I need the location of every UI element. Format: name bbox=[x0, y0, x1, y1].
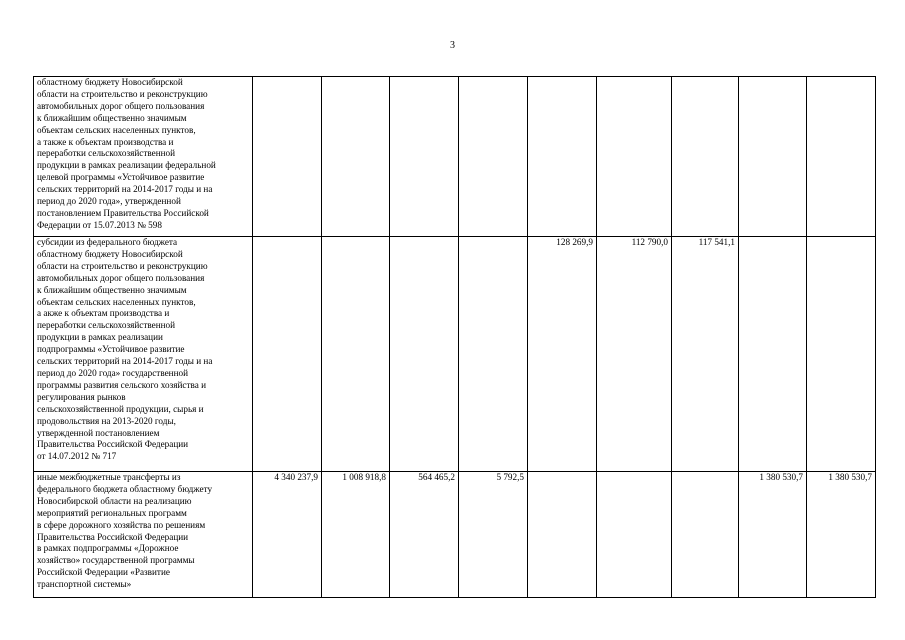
value-cell bbox=[459, 77, 528, 237]
value-cell: 564 465,2 bbox=[390, 472, 459, 598]
row-description: субсидии из федерального бюджета областному бюджету Новосибирской области на строительство и реконструкцию автомобильных дорог общего пользования к ближайшим общественно значимым объектам сельских населенных пунктов, а акже к объектам производства и переработки сельскохозяйственной продукции в рамках реализации подпрограммы «Устойчивое развитие сельских территорий на 2014-2017 годы и на период до 2020 года» государственной программы развития сельского хозяйства и регулирования рынков сельскохозяйственной продукции, сырья и продовольствия на 2013-2020 годы, утвержденной постановлением Правительства Российской Федерации от 14.07.2012 № 717 bbox=[34, 237, 253, 472]
row-description: областному бюджету Новосибирской области на строительство и реконструкцию автомобильных дорог общего пользования к ближайшим общественно значимым объектам сельских населенных пунктов, а также к объектам производства и переработки сельскохозяйственной продукции в рамках реализации федеральной целевой программы «Устойчивое развитие сельских территорий на 2014-2017 годы и на период до 2020 года», утвержденной постановлением Правительства Российской Федерации от 15.07.2013 № 598 bbox=[34, 77, 253, 237]
value-cell: 4 340 237,9 bbox=[253, 472, 322, 598]
value-cell bbox=[672, 77, 739, 237]
table-row bbox=[34, 237, 876, 472]
value-cell bbox=[807, 237, 876, 472]
value-cell bbox=[253, 77, 322, 237]
value-cell bbox=[322, 77, 390, 237]
value-cell bbox=[739, 237, 807, 472]
row-description: иные межбюджетные трансферты из федерального бюджета областному бюджету Новосибирской области на реализацию мероприятий региональных программ в сфере дорожного хозяйства по решениям Правительства Российской Федерации в рамках подпрограммы «Дорожное хозяйство» государственной программы Российской Федерации «Развитие транспортной системы» bbox=[34, 472, 253, 598]
value-cell bbox=[459, 237, 528, 472]
value-cell bbox=[322, 237, 390, 472]
value-cell: 1 380 530,7 bbox=[739, 472, 807, 598]
value-cell: 112 790,0 bbox=[597, 237, 672, 472]
value-cell: 1 008 918,8 bbox=[322, 472, 390, 598]
value-cell: 5 792,5 bbox=[459, 472, 528, 598]
table-row bbox=[34, 472, 876, 598]
value-cell bbox=[528, 472, 597, 598]
value-cell: 1 380 530,7 bbox=[807, 472, 876, 598]
value-cell: 117 541,1 bbox=[672, 237, 739, 472]
value-cell bbox=[672, 472, 739, 598]
value-cell bbox=[390, 237, 459, 472]
budget-table bbox=[33, 76, 876, 598]
value-cell bbox=[390, 77, 459, 237]
value-cell: 128 269,9 bbox=[528, 237, 597, 472]
value-cell bbox=[739, 77, 807, 237]
value-cell bbox=[597, 472, 672, 598]
table-row bbox=[34, 77, 876, 237]
value-cell bbox=[253, 237, 322, 472]
value-cell bbox=[597, 77, 672, 237]
value-cell bbox=[528, 77, 597, 237]
value-cell bbox=[807, 77, 876, 237]
page-number: 3 bbox=[450, 40, 455, 51]
